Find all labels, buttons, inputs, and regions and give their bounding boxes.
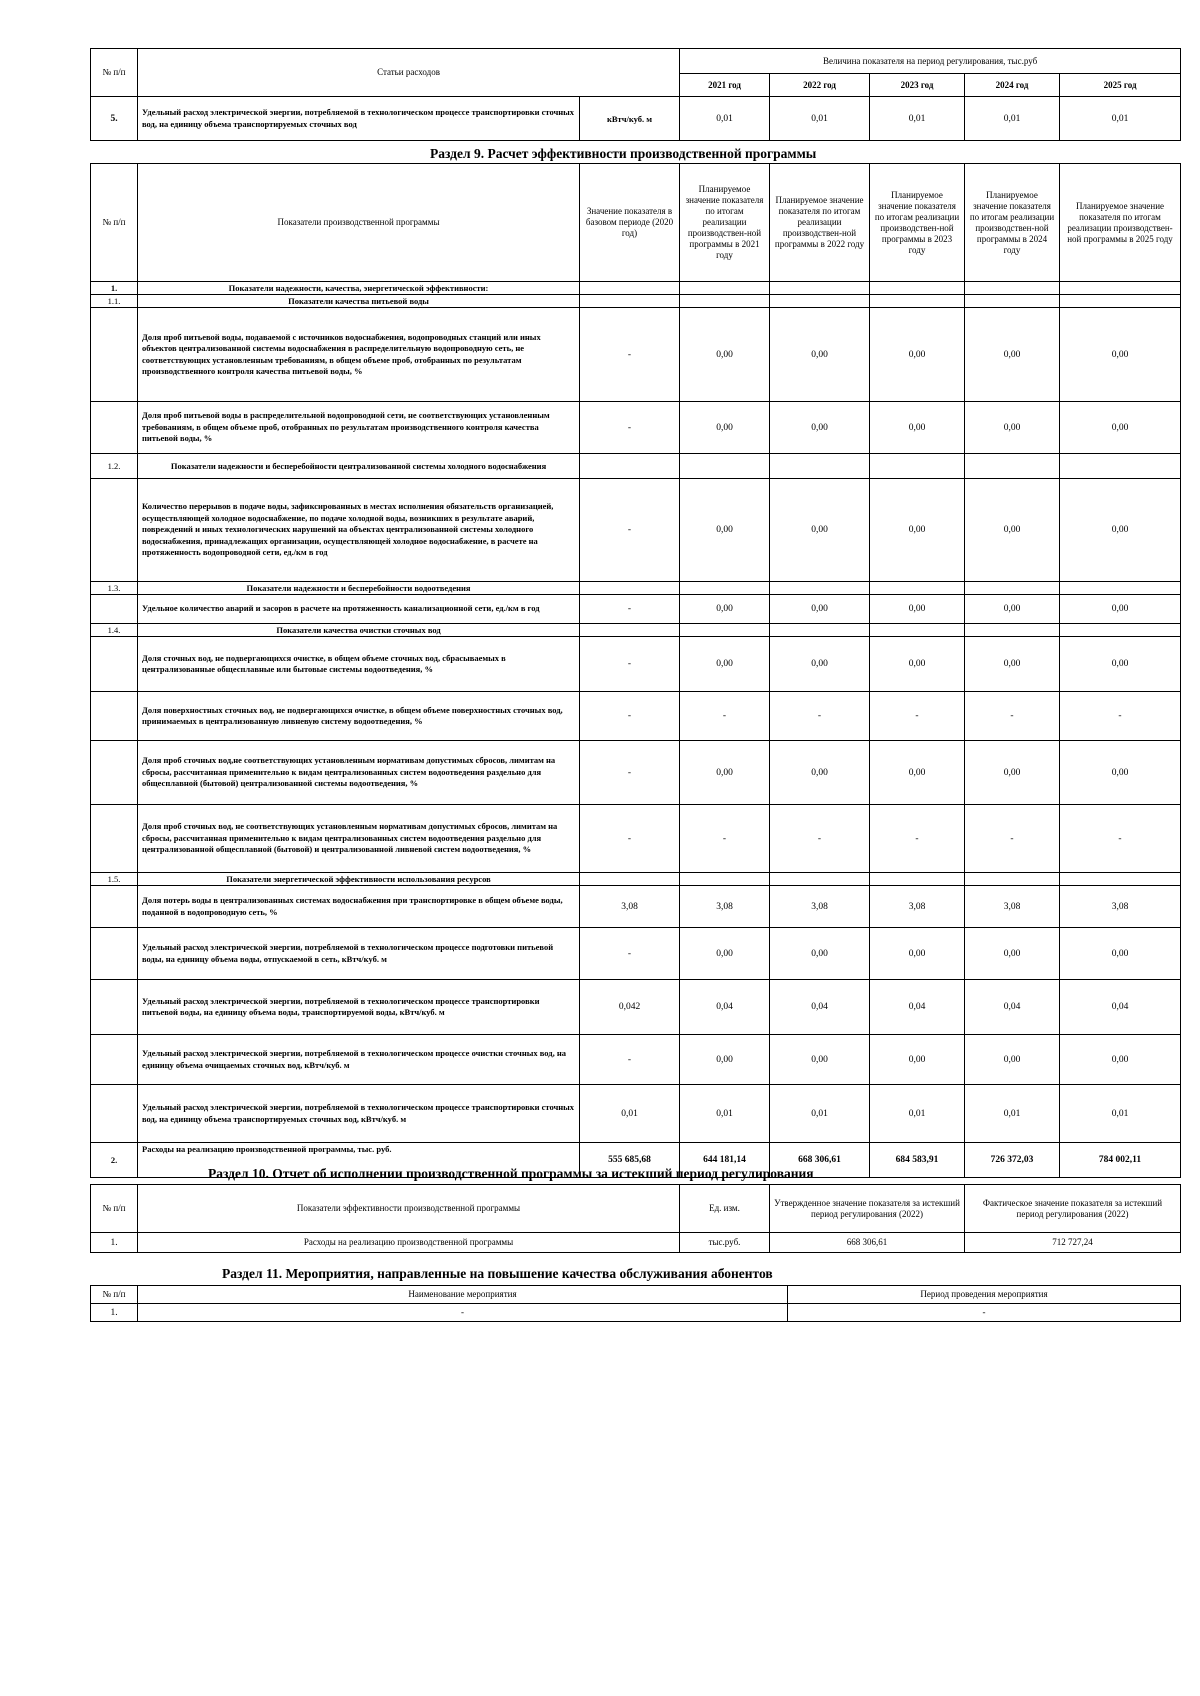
value-2024: 0,00 [965,741,1060,805]
indicator-name: Доля сточных вод, не подвергающихся очистке, в общем объеме сточных вод, сбрасываемых в централизованные общесплавные или бытовые системы водоотведения, % [138,637,580,692]
value-base: - [580,741,680,805]
indicator-name: Доля поверхностных сточных вод, не подвергающихся очистке, в общем объеме поверхностных сточных вод, принимаемых в централизованную ливневую систему водоотведения, % [138,692,580,741]
section-num: 1. [91,282,138,295]
value-2025: 0,01 [1060,1085,1181,1143]
section-num: 1.2. [91,454,138,479]
header-name: Наименование мероприятия [138,1286,788,1304]
value-2024: 0,00 [965,1035,1060,1085]
section9-title: Раздел 9. Расчет эффективности производственной программы [430,146,817,161]
value-2024: 0,04 [965,980,1060,1035]
row-num: 2. [91,1143,138,1178]
table-row [91,741,1181,805]
value-2024: 0,01 [965,1085,1060,1143]
value-2025: 0,00 [1060,928,1181,980]
section-title: Показатели надежности и бесперебойности водоотведения [138,582,580,595]
section-title: Показатели надежности и бесперебойности централизованной системы холодного водоснабжения [138,454,580,479]
value-2024: 0,00 [965,402,1060,454]
row-value-2023: 0,01 [870,97,965,141]
table-row [91,1233,1181,1253]
value-base: - [580,637,680,692]
header-plan-2023: Планируемое значение показателя по итогам реализации производствен-ной программы в 2023 году [870,164,965,282]
value-2022: 0,00 [770,637,870,692]
value-2023: - [870,692,965,741]
row-period: - [788,1304,1181,1322]
value-base: - [580,402,680,454]
row-unit: тыс.руб. [680,1233,770,1253]
value-2025: 0,00 [1060,479,1181,582]
value-2022: 0,00 [770,595,870,624]
value-2021: 0,00 [680,928,770,980]
row-name: Удельный расход электрической энергии, потребляемой в технологическом процессе транспортировки сточных вод, на единицу объема транспортируемых сточных вод [138,97,580,141]
execution-report-table [90,1184,1181,1253]
value-2025: 0,00 [1060,637,1181,692]
value-2024: 0,00 [965,308,1060,402]
row-num: 5. [91,97,138,141]
header-num: № п/п [91,164,138,282]
value-2024: 0,00 [965,637,1060,692]
indicator-name: Удельный расход электрической энергии, потребляемой в технологическом процессе транспортировки питьевой воды, на единицу объема воды, транспортируемой воды, кВтч/куб. м [138,980,580,1035]
table-row [91,1035,1181,1085]
value-2023: 0,00 [870,479,965,582]
value-2022: 0,00 [770,308,870,402]
value-base: - [580,308,680,402]
value-base: 0,042 [580,980,680,1035]
value-2022: 0,01 [770,1085,870,1143]
indicator-name: Доля проб сточных вод,не соответствующих установленным нормативам допустимых сбросов, лимитам на сбросы, рассчитанная применительно к видам централизованных систем водоотведения раздельно для общесплавной (бытовой) централизованной системы водоотведения, % [138,741,580,805]
value-2022: 0,00 [770,402,870,454]
header-period: Период проведения мероприятия [788,1286,1181,1304]
value-2023: 0,04 [870,980,965,1035]
value-2025: - [1060,692,1181,741]
value-2024: 0,00 [965,595,1060,624]
header-year-2025: 2025 год [1060,74,1181,97]
header-num: № п/п [91,1286,138,1304]
value-2023: 0,00 [870,1035,965,1085]
value-2025: 3,08 [1060,886,1181,928]
indicator-name: Удельный расход электрической энергии, потребляемой в технологическом процессе подготовки питьевой воды, на единицу объема воды, отпускаемой в сеть, кВтч/куб. м [138,928,580,980]
value-2022: 668 306,61 [770,1143,870,1178]
value-2024: - [965,692,1060,741]
value-2021: 0,00 [680,741,770,805]
header-base: Значение показателя в базовом периоде (2020 год) [580,164,680,282]
value-2021: 0,00 [680,479,770,582]
value-2023: 0,00 [870,595,965,624]
table-row [91,479,1181,582]
header-indicator: Показатели производственной программы [138,164,580,282]
header-num: № п/п [91,49,138,97]
table-row [91,692,1181,741]
value-2021: 0,00 [680,308,770,402]
section-title: Показатели энергетической эффективности использования ресурсов [138,873,580,886]
value-2021: 0,04 [680,980,770,1035]
value-2021: 644 181,14 [680,1143,770,1178]
cost-items-table [90,48,1181,141]
section-title: Показатели качества очистки сточных вод [138,624,580,637]
header-plan-2024: Планируемое значение показателя по итогам реализации производствен-ной программы в 2024 году [965,164,1060,282]
value-2022: 0,00 [770,1035,870,1085]
value-2022: 3,08 [770,886,870,928]
indicator-name: Удельный расход электрической энергии, потребляемой в технологическом процессе очистки сточных вод, на единицу объема очищаемых сточных вод, кВтч/куб. м [138,1035,580,1085]
value-2021: 0,00 [680,637,770,692]
value-2022: - [770,692,870,741]
value-2025: 0,00 [1060,595,1181,624]
row-unit: кВтч/куб. м [580,97,680,141]
value-2021: 0,00 [680,595,770,624]
value-2025: - [1060,805,1181,873]
row-num: 1. [91,1304,138,1322]
efficiency-table [90,163,1181,1178]
table-row [91,980,1181,1035]
table-row [91,928,1181,980]
header-item: Статьи расходов [138,49,680,97]
header-indicator: Показатели эффективности производственной программы [138,1185,680,1233]
value-2022: - [770,805,870,873]
table-row [91,886,1181,928]
indicator-name: Доля проб сточных вод, не соответствующих установленным нормативам допустимых сбросов, лимитам на сбросы, рассчитанная применительно к видам централизованных систем водоотведения раздельно для централизованной общесплавной (бытовой) и централизованной ливневой систем водоотведения, % [138,805,580,873]
measures-table [90,1285,1181,1322]
value-2025: 0,00 [1060,308,1181,402]
value-2022: 0,00 [770,741,870,805]
header-year-2021: 2021 год [680,74,770,97]
row-name: - [138,1304,788,1322]
value-2023: 3,08 [870,886,965,928]
value-2022: 0,00 [770,479,870,582]
indicator-name: Удельное количество аварий и засоров в расчете на протяженность канализационной сети, ед./км в год [138,595,580,624]
value-2023: - [870,805,965,873]
value-2024: - [965,805,1060,873]
table-row [91,1304,1181,1322]
value-2021: 0,01 [680,1085,770,1143]
header-plan-2025: Планируемое значение показателя по итогам реализации производствен-ной программы в 2025 году [1060,164,1181,282]
value-2024: 726 372,03 [965,1143,1060,1178]
value-2023: 0,00 [870,402,965,454]
table-row [91,637,1181,692]
value-2023: 0,01 [870,1085,965,1143]
table-row [91,1085,1181,1143]
header-approved: Утвержденное значение показателя за истекший период регулирования (2022) [770,1185,965,1233]
value-2023: 0,00 [870,928,965,980]
row-num: 1. [91,1233,138,1253]
header-year-2024: 2024 год [965,74,1060,97]
value-base: 555 685,68 [580,1143,680,1178]
row-actual: 712 727,24 [965,1233,1181,1253]
value-2022: 0,00 [770,928,870,980]
indicator-name: Расходы на реализацию производственной программы, тыс. руб. [138,1143,580,1178]
indicator-name: Доля проб питьевой воды в распределительной водопроводной сети, не соответствующих установленным требованиям, в общем объеме проб, отобранных по результатам производственного контроля качества питьевой воды, % [138,402,580,454]
indicator-name: Доля проб питьевой воды, подаваемой с источников водоснабжения, водопроводных станций или иных объектов централизованной системы водоснабжения в распределительную водопроводную сеть, не соответствующих установленным требованиям, в общем объеме проб, отобранных по результатам производственного контроля качества питьевой воды, % [138,308,580,402]
section10-title: Раздел 10. Отчет об исполнении производственной программы за истекший период регулирования [208,1166,814,1181]
value-2021: 3,08 [680,886,770,928]
section-title: Показатели надежности, качества, энергетической эффективности: [138,282,580,295]
value-base: - [580,928,680,980]
section11-title: Раздел 11. Мероприятия, направленные на повышение качества обслуживания абонентов [222,1266,773,1281]
row-name: Расходы на реализацию производственной программы [138,1233,680,1253]
value-base: - [580,1035,680,1085]
row-value-2021: 0,01 [680,97,770,141]
value-2021: - [680,692,770,741]
indicator-name: Доля потерь воды в централизованных системах водоснабжения при транспортировке в общем объеме воды, поданной в водопроводную сеть, % [138,886,580,928]
section-num: 1.4. [91,624,138,637]
value-2024: 0,00 [965,928,1060,980]
section-num: 1.5. [91,873,138,886]
value-2024: 3,08 [965,886,1060,928]
table-row [91,805,1181,873]
value-base: - [580,595,680,624]
header-actual: Фактическое значение показателя за истекший период регулирования (2022) [965,1185,1181,1233]
row-value-2024: 0,01 [965,97,1060,141]
table-row [91,308,1181,402]
section-num: 1.3. [91,582,138,595]
section-num: 1.1. [91,295,138,308]
value-base: - [580,479,680,582]
value-2021: - [680,805,770,873]
value-2022: 0,04 [770,980,870,1035]
value-base: 0,01 [580,1085,680,1143]
row-value-2022: 0,01 [770,97,870,141]
value-2025: 784 002,11 [1060,1143,1181,1178]
header-plan-2021: Планируемое значение показателя по итогам реализации производствен-ной программы в 2021 году [680,164,770,282]
value-base: 3,08 [580,886,680,928]
header-period: Величина показателя на период регулирования, тыс.руб [680,49,1181,74]
value-2023: 0,00 [870,308,965,402]
indicator-name: Удельный расход электрической энергии, потребляемой в технологическом процессе транспортировки сточных вод, на единицу объема транспортируемых сточных вод, кВтч/куб. м [138,1085,580,1143]
value-2025: 0,00 [1060,741,1181,805]
value-2025: 0,00 [1060,1035,1181,1085]
value-2023: 0,00 [870,741,965,805]
value-2025: 0,00 [1060,402,1181,454]
header-num: № п/п [91,1185,138,1233]
value-base: - [580,805,680,873]
value-2023: 0,00 [870,637,965,692]
value-2021: 0,00 [680,1035,770,1085]
table-row [91,402,1181,454]
table-row [91,595,1181,624]
value-2025: 0,04 [1060,980,1181,1035]
section-title: Показатели качества питьевой воды [138,295,580,308]
header-plan-2022: Планируемое значение показателя по итогам реализации производствен-ной программы в 2022 году [770,164,870,282]
indicator-name: Количество перерывов в подаче воды, зафиксированных в местах исполнения обязательств организацией, осуществляющей холодное водоснабжение, по подаче холодной воды, возникших в результате аварий, повреждений и иных технологических нарушений на объектах централизованной системы холодного водоснабжения, принадлежащих организации, осуществляющей холодное водоснабжение, в расчете на протяженность водопроводной сети, ед./км в год [138,479,580,582]
value-base: - [580,692,680,741]
value-2024: 0,00 [965,479,1060,582]
row-approved: 668 306,61 [770,1233,965,1253]
value-2023: 684 583,91 [870,1143,965,1178]
header-unit: Ед. изм. [680,1185,770,1233]
header-year-2022: 2022 год [770,74,870,97]
header-year-2023: 2023 год [870,74,965,97]
value-2021: 0,00 [680,402,770,454]
row-value-2025: 0,01 [1060,97,1181,141]
